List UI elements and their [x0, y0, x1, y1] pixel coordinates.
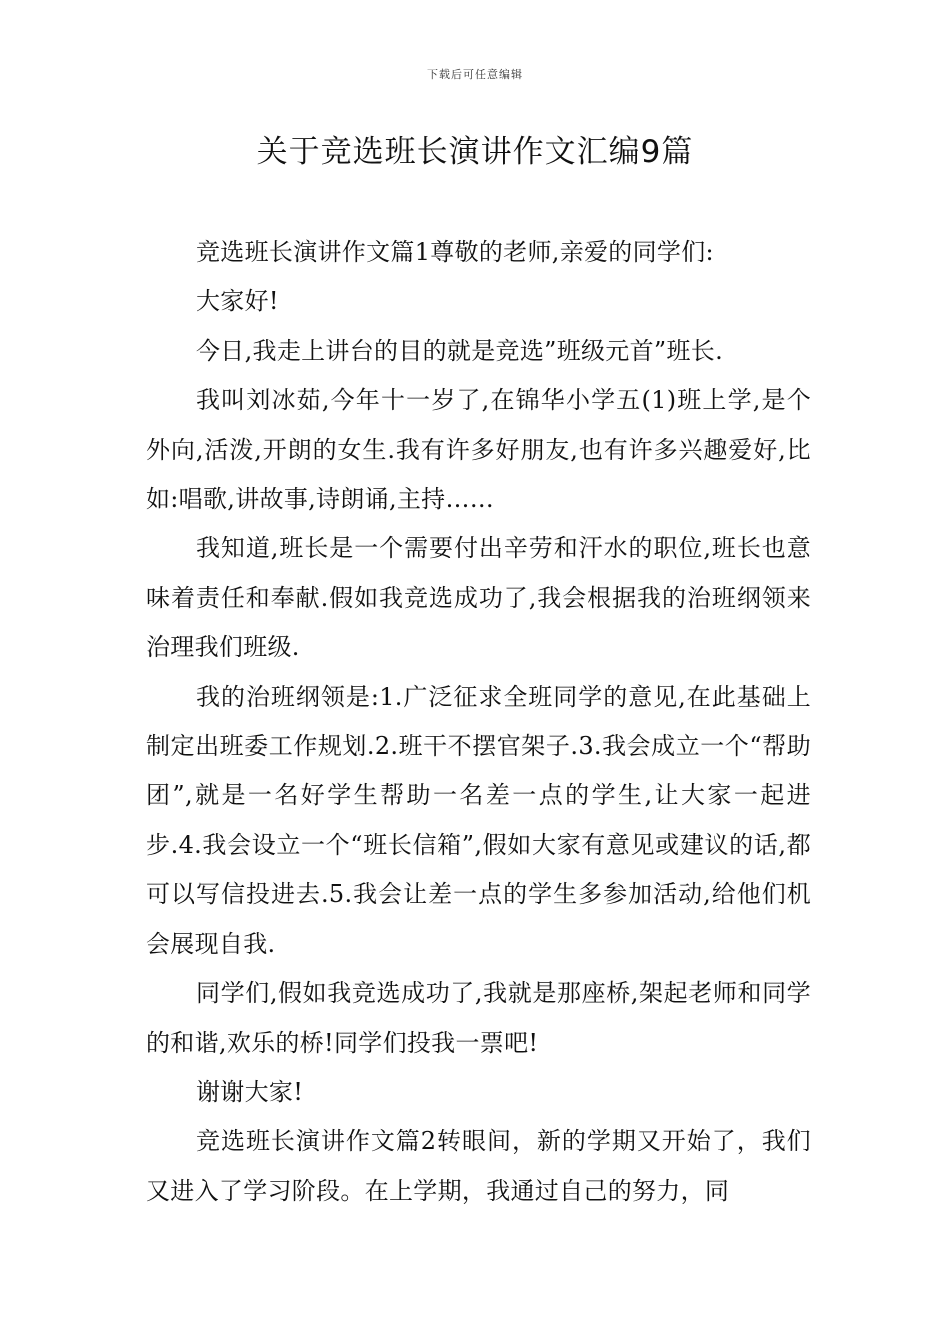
paragraph: 竞选班长演讲作文篇2转眼间，新的学期又开始了，我们又进入了学习阶段。在上学期，我通过自己的努力，同: [146, 1127, 811, 1205]
paragraph: 大家好!: [196, 287, 279, 316]
paragraph: 同学们,假如我竞选成功了,我就是那座桥,架起老师和同学的和谐,欢乐的桥!同学们投我一票吧!: [146, 979, 811, 1057]
paragraph: 今日,我走上讲台的目的就是竞选”班级元首”班长.: [196, 336, 723, 365]
paragraph: 我的治班纲领是:1.广泛征求全班同学的意见,在此基础上制定出班委工作规划.2.班干不摆官架子.3.我会成立一个“帮助团”,就是一名好学生帮助一名差一点的学生,让大家一起进步.4.我会设立一个“班长信箱”,假如大家有意见或建议的话,都可以写信投进去.5.我会让差一点的学生多参加活动,给他们机会展现自我.: [146, 682, 811, 958]
document-title: 关于竞选班长演讲作文汇编9篇: [256, 134, 694, 170]
paragraph: 竞选班长演讲作文篇1尊敬的老师,亲爱的同学们:: [196, 238, 714, 266]
paragraph: 谢谢大家!: [196, 1077, 304, 1106]
header-note: 下载后可任意编辑: [427, 68, 523, 81]
document-body: [146, 228, 811, 1216]
paragraph: 我叫刘冰茹,今年十一岁了,在锦华小学五(1)班上学,是个外向,活泼,开朗的女生.我有许多好朋友,也有许多兴趣爱好,比如:唱歌,讲故事,诗朗诵,主持……: [146, 386, 811, 514]
paragraph: 我知道,班长是一个需要付出辛劳和汗水的职位,班长也意味着责任和奉献.假如我竞选成功了,我会根据我的治班纲领来治理我们班级.: [146, 534, 811, 662]
